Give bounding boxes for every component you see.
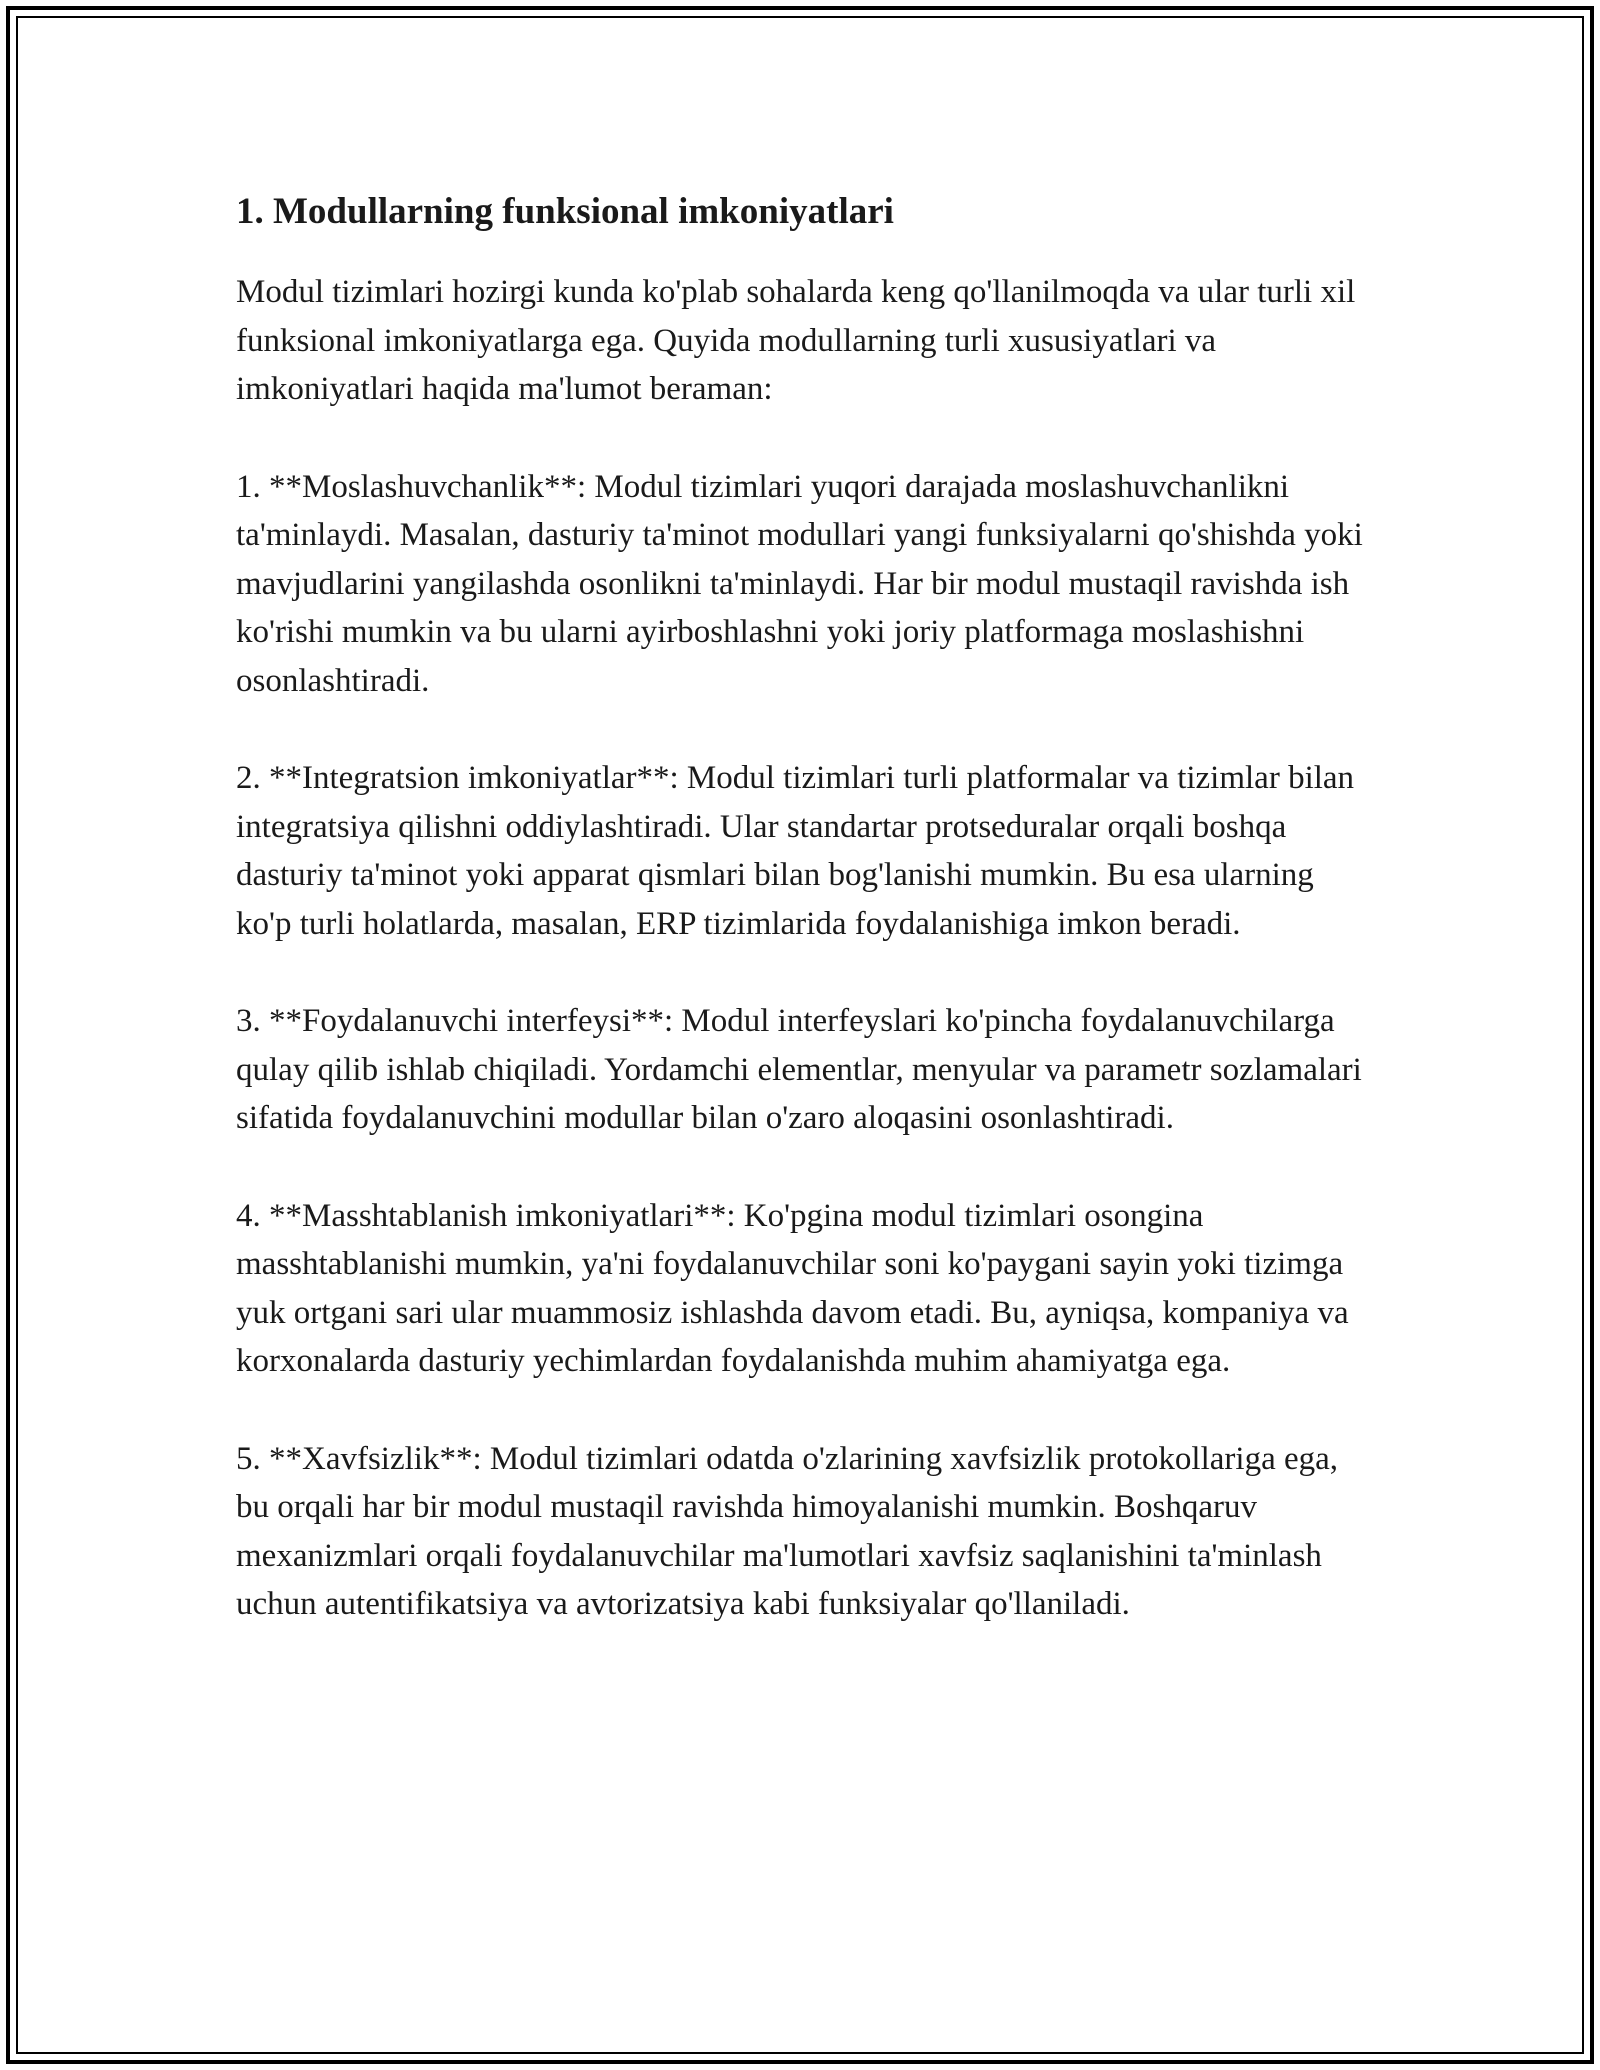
- paragraph-moslashuvchanlik: 1. **Moslashuvchanlik**: Modul tizimlari yuqori darajada moslashuvchanlikni ta'minlaydi. Masalan, dasturiy ta'minot modullari yangi funksiyalarni qo'shishda yoki mavjudlarini yangilashda osonlikni ta'minlaydi. Har bir modul mustaqil ravishda ish ko'rishi mumkin va bu ularni ayirboshlashni yoki joriy platformaga moslashishni osonlashtiradi.: [236, 468, 1363, 699]
- intro-paragraph: Modul tizimlari hozirgi kunda ko'plab sohalarda keng qo'llanilmoqda va ular turli xil funksional imkoniyatlarga ega. Quyida modullarning turli xususiyatlari va imkoniyatlari haqida ma'lumot beraman:: [236, 274, 1356, 407]
- paragraph-foydalanuvchi-interfeysi: 3. **Foydalanuvchi interfeysi**: Modul interfeyslari ko'pincha foydalanuvchilarga qulay qilib ishlab chiqiladi. Yordamchi elementlar, menyular va parametr sozlamalari sifatida foydalanuvchini modullar bilan o'zaro aloqasini osonlashtiradi.: [236, 1003, 1362, 1136]
- document-body: [236, 186, 1376, 1678]
- document-title: 1. Modullarning funksional imkoniyatlari: [236, 191, 894, 232]
- paragraph-integratsion-imkoniyatlar: 2. **Integratsion imkoniyatlar**: Modul tizimlari turli platformalar va tizimlar bilan integratsiya qilishni oddiylashtiradi. Ular standartar protseduralar orqali boshqa dasturiy ta'minot yoki apparat qismlari bilan bog'lanishi mumkin. Bu esa ularning ko'p turli holatlarda, masalan, ERP tizimlarida foydalanishiga imkon beradi.: [236, 760, 1355, 942]
- paragraph-xavfsizlik: 5. **Xavfsizlik**: Modul tizimlari odatda o'zlarining xavfsizlik protokollariga ega, bu orqali har bir modul mustaqil ravishda himoyalanishi mumkin. Boshqaruv mexanizmlari orqali foydalanuvchilar ma'lumotlari xavfsiz saqlanishini ta'minlash uchun autentifikatsiya va avtorizatsiya kabi funksiyalar qo'llaniladi.: [236, 1440, 1339, 1622]
- paragraph-masshtablanish-imkoniyatlari: 4. **Masshtablanish imkoniyatlari**: Ko'pgina modul tizimlari osongina masshtablanishi mumkin, ya'ni foydalanuvchilar soni ko'paygani sayin yoki tizimga yuk ortgani sari ular muammosiz ishlashda davom etadi. Bu, ayniqsa, kompaniya va korxonalarda dasturiy yechimlardan foydalanishda muhim ahamiyatga ega.: [236, 1197, 1349, 1379]
